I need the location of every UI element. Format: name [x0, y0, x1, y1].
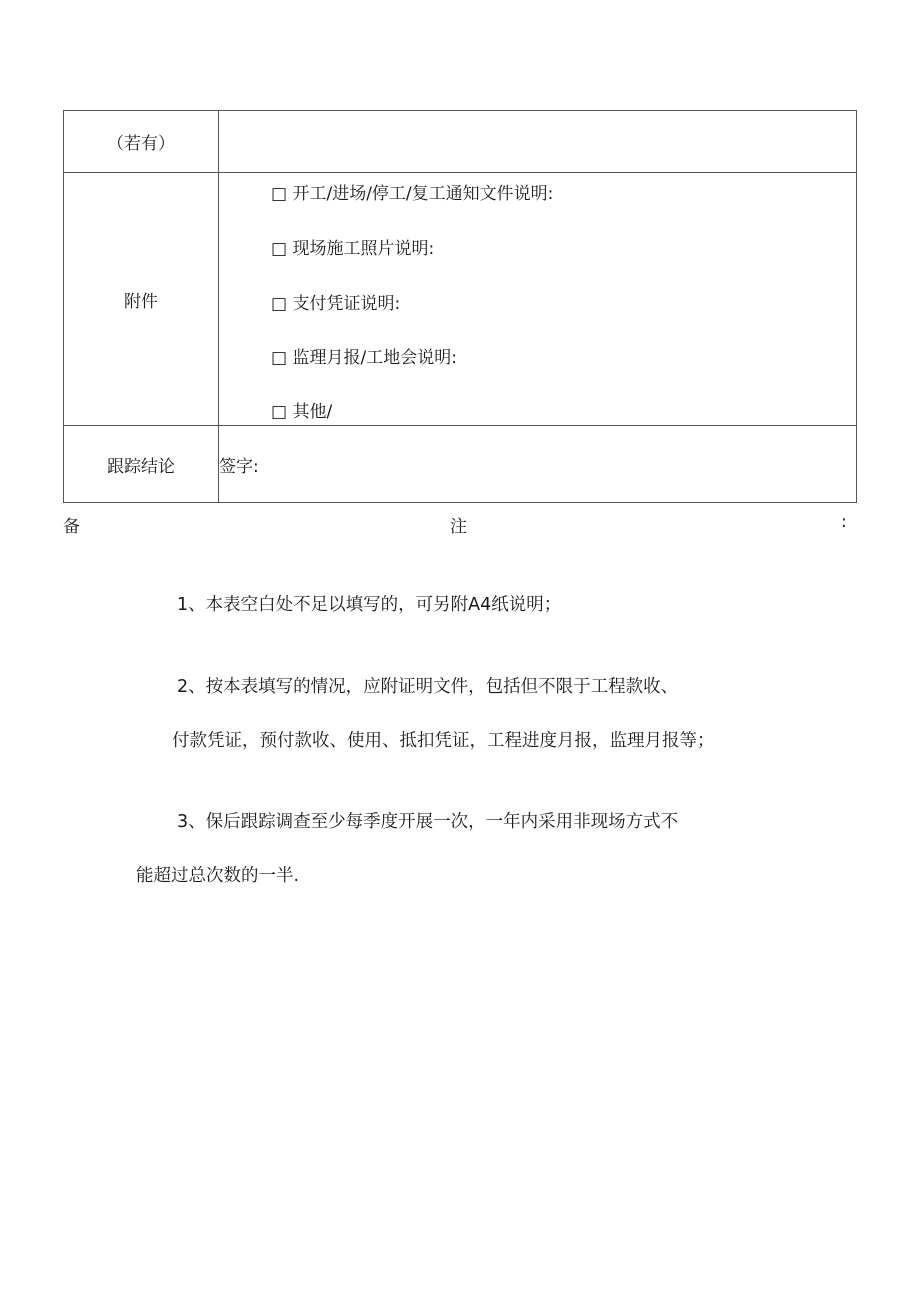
- remarks-heading: [63, 512, 851, 536]
- checkbox-icon[interactable]: □: [271, 239, 288, 259]
- if-any-label: （若有）: [107, 134, 175, 154]
- table-row-tracking-conclusion: [64, 426, 857, 503]
- tracking-conclusion-label-cell: [64, 426, 219, 503]
- attachment-item-label: 监理月报/工地会说明:: [292, 348, 457, 368]
- if-any-label-cell: [64, 111, 219, 173]
- attachment-item-label: 现场施工照片说明:: [292, 239, 435, 259]
- remark-note-2: 2、按本表填写的情况，应附证明文件，包括但不限于工程款收、: [177, 677, 679, 697]
- attachment-item-photos[interactable]: [271, 234, 434, 259]
- remarks-heading-part: 备: [63, 517, 80, 537]
- signature-cell[interactable]: [219, 426, 857, 503]
- attachment-item-notice[interactable]: [271, 179, 553, 204]
- attachments-label: 附件: [124, 291, 158, 312]
- attachment-item-label: 其他/: [292, 402, 333, 422]
- attachments-label-cell: [64, 173, 219, 426]
- attachments-list-cell: [219, 173, 857, 426]
- attachment-item-payment[interactable]: [271, 289, 400, 314]
- table-row-attachments: [64, 173, 857, 426]
- if-any-value-cell[interactable]: [219, 111, 857, 173]
- remark-note-3-cont: 能超过总次数的一半.: [136, 866, 300, 886]
- attachment-item-supervision[interactable]: [271, 343, 457, 368]
- remark-note-3: 3、保后跟踪调查至少每季度开展一次，一年内采用非现场方式不: [177, 812, 679, 832]
- checkbox-icon[interactable]: □: [271, 348, 288, 368]
- checkbox-icon[interactable]: □: [271, 184, 288, 204]
- tracking-form-table: [63, 110, 857, 503]
- checkbox-icon[interactable]: □: [271, 294, 288, 314]
- attachments-list: [219, 173, 856, 425]
- remarks-heading-part: :: [841, 512, 847, 532]
- tracking-conclusion-label: 跟踪结论: [107, 456, 175, 477]
- table-row-if-any: [64, 111, 857, 173]
- signature-label: 签字:: [219, 456, 259, 477]
- attachment-item-label: 开工/进场/停工/复工通知文件说明:: [292, 184, 554, 204]
- checkbox-icon[interactable]: □: [271, 402, 288, 422]
- remark-note-1: 1、本表空白处不足以填写的，可另附A4纸说明；: [177, 595, 562, 615]
- remarks-heading-part: 注: [450, 517, 467, 537]
- remark-note-2-cont: 付款凭证，预付款收、使用、抵扣凭证，工程进度月报，监理月报等；: [172, 731, 715, 751]
- attachment-item-other[interactable]: [271, 397, 332, 422]
- attachment-item-label: 支付凭证说明:: [292, 294, 401, 314]
